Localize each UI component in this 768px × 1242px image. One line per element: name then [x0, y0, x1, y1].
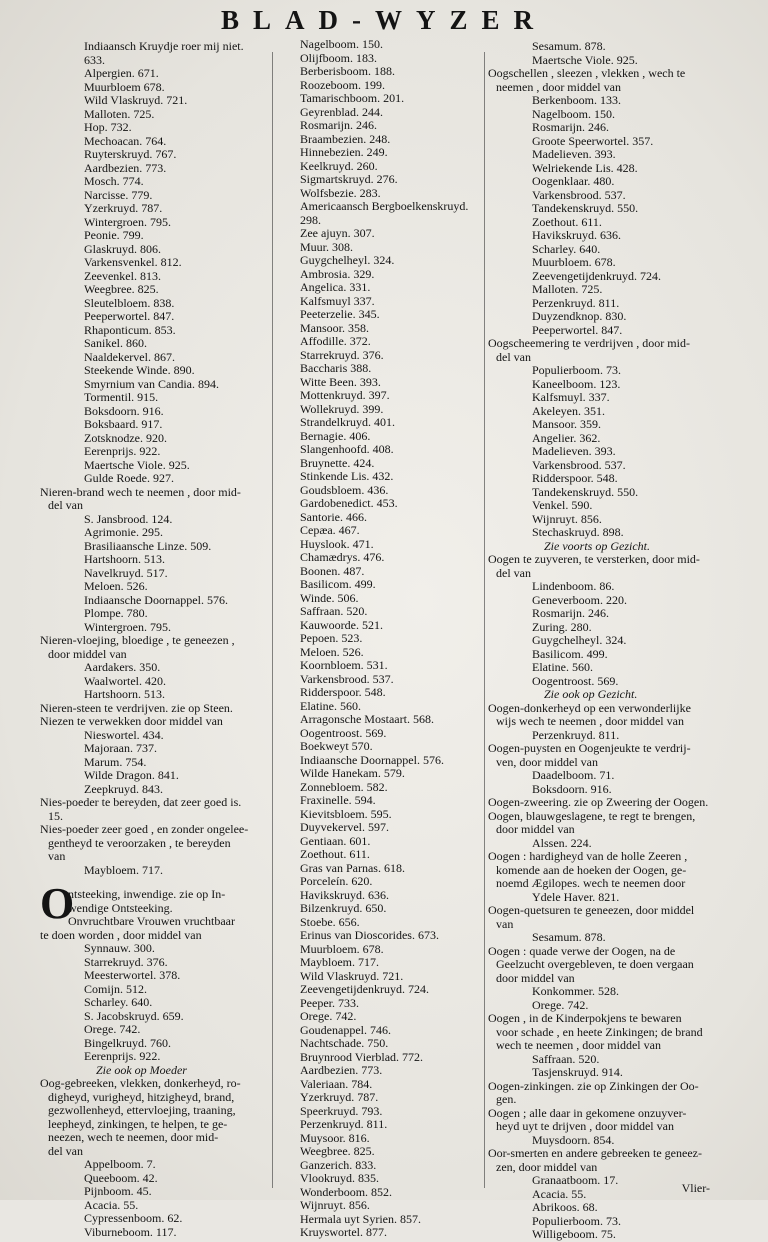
index-line: Bilzenkruyd. 650. [300, 901, 387, 915]
index-line: Oogen, blauwgeslagene, te regt te brengen, [488, 808, 696, 823]
index-line: Americaansch Bergboelkenskruyd. [300, 199, 469, 213]
index-line: Peeperwortel. 847. [84, 309, 175, 323]
index-line: Bruynrood Vierblad. 772. [300, 1049, 424, 1064]
index-line: Peeperwortel. 847. [532, 322, 623, 337]
index-line: Witte Been. 393. [300, 374, 381, 389]
index-line: Narcisse. 779. [84, 187, 153, 202]
index-line: Alssen. 224. [532, 835, 592, 850]
index-line: Boksdoorn. 916. [532, 781, 612, 796]
index-line: Pijnboom. 45. [84, 1184, 152, 1198]
index-line: Mottenkruyd. 397. [300, 388, 390, 402]
index-line: Smyrnium van Candia. 894. [84, 376, 219, 391]
index-line: Daadelboom. 71. [532, 768, 615, 782]
index-line: Madelieven. 393. [532, 444, 616, 458]
index-line: Oogen-puysten en Oogenjeukte te verdrij- [488, 741, 691, 755]
index-line: Alpergien. 671. [84, 66, 159, 80]
index-line: Peeper. 733. [300, 995, 359, 1010]
index-line: Zeepkruyd. 843. [84, 781, 163, 796]
index-line: Oor-smerten en andere gebreeken te geneez- [488, 1146, 702, 1160]
index-line: Kievitsbloem. 595. [300, 806, 392, 821]
index-line: Maybloem. 717. [84, 862, 163, 877]
index-line: Tormentil. 915. [84, 390, 159, 404]
index-line: Zoethout. 611. [532, 214, 602, 229]
index-line: Wild Vlaskruyd. 721. [84, 93, 188, 107]
index-line: Rhaponticum. 853. [84, 322, 176, 337]
index-line: Valeriaan. 784. [300, 1076, 373, 1091]
index-line: Viburneboom. 117. [84, 1224, 177, 1239]
index-line: Oog-gebreeken, vlekken, donkerheyd, ro- [40, 1076, 241, 1090]
index-line: Plompe. 780. [84, 606, 148, 620]
index-line: Orege. 742. [300, 1009, 357, 1023]
column-1-section-o [40, 879, 268, 1239]
index-line: Aardakers. 350. [84, 660, 161, 674]
index-line: Porceleín. 620. [300, 874, 373, 888]
index-line: Groote Speerwortel. 357. [532, 133, 654, 148]
index-line: van [48, 849, 66, 863]
index-line: Huyslook. 471. [300, 536, 374, 551]
index-line: Lindenboom. 86. [532, 579, 615, 593]
index-line: Eerenprijs. 922. [84, 444, 161, 458]
index-line: Oogentroost. 569. [300, 725, 387, 740]
index-line: wijs wech te neemen , door middel van [496, 714, 684, 728]
index-line: Winde. 506. [300, 590, 359, 605]
index-line: Gardobenedict. 453. [300, 496, 398, 510]
index-line: Meloen. 526. [300, 644, 364, 659]
index-line: Granaatboom. 17. [532, 1173, 619, 1187]
index-line: Ambrosia. 329. [300, 266, 375, 281]
index-line: Arragonsche Mostaart. 568. [300, 712, 434, 726]
index-line: Vlookruyd. 835. [300, 1171, 379, 1185]
index-line: Indiaansch Kruydje roer mij niet. [84, 39, 244, 53]
index-line: Duyvekervel. 597. [300, 820, 389, 834]
index-line: del van [48, 1143, 83, 1158]
index-line: Muurbloem 678. [84, 79, 165, 94]
index-line: Ridderspoor. 548. [532, 471, 618, 485]
index-line: Maertsche Viole. 925. [84, 457, 190, 472]
index-line: Oogen te zuyveren, te versterken, door mid- [488, 552, 700, 566]
index-line: Hinnebezien. 249. [300, 145, 388, 159]
index-line: Zee ajuyn. 307. [300, 226, 375, 240]
index-line: Scharley. 640. [84, 995, 153, 1009]
index-line: Geyrenblad. 244. [300, 104, 383, 119]
index-line: Stoebe. 656. [300, 914, 360, 929]
index-line: Wild Vlaskruyd. 721. [300, 968, 404, 983]
index-line: Muurbloem. 678. [532, 255, 616, 269]
index-line: Geelzucht overgebleven, te doen vergaan [496, 957, 694, 971]
index-line: Marum. 754. [84, 754, 147, 769]
index-line: Berkenboom. 133. [532, 93, 621, 107]
index-line: neezen, wech te neemen, door mid- [48, 1130, 219, 1144]
index-line: Varkensbrood. 537. [532, 187, 626, 202]
column-rule-right [484, 52, 485, 1188]
index-line: Wolfsbezie. 283. [300, 185, 381, 200]
index-line: ven, door middel van [496, 754, 598, 769]
index-line: Malloten. 725. [532, 282, 603, 296]
index-line: Zie voorts op Gezicht. [544, 538, 650, 553]
index-line: del van [496, 349, 531, 364]
index-line: Nies-poeder zeer goed , en zonder ongelee- [40, 822, 249, 836]
index-line: Oogen : quade verwe der Oogen, na de [488, 943, 676, 958]
index-line: Nachtschade. 750. [300, 1036, 389, 1050]
index-line: Nieren-brand wech te neemen , door mid- [40, 484, 241, 499]
index-line: Zeevengetijdenkruyd. 724. [300, 982, 429, 996]
index-line: del van [48, 498, 83, 512]
index-line: Nagelboom. 150. [532, 106, 615, 121]
index-line: Oogenklaar. 480. [532, 174, 615, 188]
index-line: Nagelboom. 150. [300, 37, 383, 51]
index-line: Acacia. 55. [84, 1197, 139, 1212]
index-line: Mansoor. 358. [300, 320, 369, 335]
index-line: zen, door middel van [496, 1159, 598, 1174]
index-line: Oogen-zinkingen. zie op Zinkingen der Oo- [488, 1078, 699, 1093]
index-line: Steekende Winde. 890. [84, 363, 195, 377]
index-line: Starrekruyd. 376. [300, 347, 384, 362]
index-line: Bingelkruyd. 760. [84, 1035, 171, 1050]
index-line: Venkel. 590. [532, 498, 593, 512]
index-line: komende aan de hoeken der Oogen, ge- [496, 862, 687, 877]
index-line: Hermala uyt Syrien. 857. [300, 1211, 421, 1226]
catchword: Vlier- [681, 1181, 710, 1195]
index-line: Indiaansche Doornappel. 576. [300, 752, 444, 767]
index-line: Rosmarijn. 246. [300, 118, 377, 132]
index-line: Berberisboom. 188. [300, 64, 395, 78]
index-line: Eerenprijs. 922. [84, 1049, 161, 1063]
index-line: Roozeboom. 199. [300, 77, 385, 92]
index-line: Speerkruyd. 793. [300, 1103, 383, 1118]
index-line: Weegbree. 825. [84, 282, 159, 296]
index-line: Chamædrys. 476. [300, 550, 385, 564]
index-line: Tandekenskruyd. 550. [532, 201, 639, 215]
index-line: 633. [84, 52, 105, 67]
index-line: Starrekruyd. 376. [84, 954, 168, 969]
index-line: Angelier. 362. [532, 430, 601, 445]
index-line: Perzenkruyd. 811. [532, 295, 620, 310]
index-line: Duyzendknop. 830. [532, 309, 627, 323]
index-line: door middel van [496, 822, 575, 836]
index-line: Willigeboom. 75. [532, 1227, 616, 1241]
index-line: Stechaskruyd. 898. [532, 525, 624, 539]
index-line: Meloen. 526. [84, 579, 148, 593]
index-line: Naaldekervel. 867. [84, 349, 175, 364]
index-line: heyd uyt te drijven , door middel van [496, 1119, 674, 1133]
index-line: gentheyd te veroorzaken , te bereyden [48, 835, 231, 850]
index-line: Geneverboom. 220. [532, 592, 627, 607]
index-line: Zotsknodze. 920. [84, 430, 167, 445]
index-line: Bernagie. 406. [300, 428, 371, 443]
index-line: Oogschellen , sleezen , vlekken , wech te [488, 66, 686, 80]
index-line: Wintergroen. 795. [84, 214, 171, 229]
index-line: Acacia. 55. [532, 1186, 587, 1201]
index-line: Sesamum. 878. [532, 930, 606, 944]
index-line: Kruyswortel. 877. [300, 1225, 387, 1239]
index-line: Oogentroost. 569. [532, 673, 619, 688]
index-line: Oogen-zweering. zie op Zweering der Oogen. [488, 795, 709, 809]
index-line: Kalfsmuyl 337. [300, 293, 375, 308]
column-1-entries [40, 40, 268, 877]
index-column-3 [488, 40, 720, 1242]
index-line: Nies-poeder te bereyden, dat zeer goed is. [40, 795, 242, 809]
index-line: Populierboom. 73. [532, 1213, 621, 1228]
index-line: Erinus van Dioscorides. 673. [300, 928, 439, 942]
index-line: door middel van [48, 646, 127, 661]
index-line: Zonnebloem. 582. [300, 779, 388, 794]
index-line: Cypressenboom. 62. [84, 1211, 183, 1225]
index-line: Zuring. 280. [532, 619, 592, 634]
index-line: Boonen. 487. [300, 563, 365, 578]
index-line: Wijnruyt. 856. [300, 1198, 370, 1212]
index-line: Basilicom. 499. [300, 577, 376, 591]
index-line: Ydele Haver. 821. [532, 889, 620, 904]
index-line: Oogscheemering te verdrijven , door mid- [488, 336, 690, 350]
index-line: Aardbezien. 773. [300, 1063, 383, 1077]
index-line: S. Jacobskruyd. 659. [84, 1008, 184, 1023]
index-line: Muysdoorn. 854. [532, 1132, 615, 1147]
index-line: Navelkruyd. 517. [84, 565, 168, 580]
index-line: Sanikel. 860. [84, 336, 147, 350]
index-line: 15. [48, 808, 63, 823]
index-line: Appelboom. 7. [84, 1157, 156, 1171]
drop-cap: O [40, 879, 75, 928]
index-line: Oogen-quetsuren te geneezen, door middel [488, 903, 695, 917]
index-line: 298. [300, 212, 321, 227]
index-line: Saffraan. 520. [300, 604, 368, 618]
index-line: Havikskruyd. 636. [532, 228, 621, 242]
index-line: Mansoor. 359. [532, 417, 601, 431]
index-line: Mechoacan. 764. [84, 133, 167, 148]
index-column-2 [300, 38, 478, 1240]
index-line: Boekweyt 570. [300, 739, 373, 753]
index-line: Stinkende Lis. 432. [300, 469, 394, 483]
index-line: Wilde Hanekam. 579. [300, 766, 405, 780]
index-line: Konkommer. 528. [532, 984, 619, 998]
index-line: Kauwoorde. 521. [300, 617, 383, 632]
index-line: gezwollenheyd, ettervloejing, traaning, [48, 1103, 236, 1117]
index-line: Nieren-steen te verdrijven. zie op Steen. [40, 700, 233, 715]
index-line: Koornbloem. 531. [300, 658, 388, 672]
index-line: Akeleyen. 351. [532, 403, 605, 418]
index-line: Maybloem. 717. [300, 955, 379, 969]
index-line: digheyd, vurigheyd, hitzigheyd, brand, [48, 1089, 235, 1104]
index-line: Perzenkruyd. 811. [300, 1117, 388, 1131]
index-line: Queeboom. 42. [84, 1170, 158, 1185]
index-line: Varkensbrood. 537. [300, 671, 394, 686]
index-line: Yzerkruyd. 787. [300, 1090, 379, 1104]
index-line: Majoraan. 737. [84, 741, 157, 755]
index-line: Nieren-vloejing, bloedige , te geneezen , [40, 633, 235, 647]
index-line: voor schade , en heete Zinkingen; de brand [496, 1024, 703, 1039]
index-line: Cepæa. 467. [300, 523, 360, 537]
index-line: Malloten. 725. [84, 106, 155, 121]
column-rule-left [272, 52, 273, 1188]
index-line: Basilicom. 499. [532, 646, 608, 661]
index-line: Wonderboom. 852. [300, 1184, 393, 1199]
index-line: S. Jansbrood. 124. [84, 511, 173, 526]
index-line: Synnauw. 300. [84, 941, 155, 955]
index-line: Weegbree. 825. [300, 1144, 375, 1158]
index-line: leepheyd, zinkingen, te helpen, te ge- [48, 1116, 228, 1131]
index-line: Comijn. 512. [84, 981, 148, 996]
index-line: Yzerkruyd. 787. [84, 201, 163, 215]
index-line: wendige Ontsteeking. [68, 900, 173, 915]
index-line: Aardbezien. 773. [84, 160, 167, 175]
index-line: Oogen : hardigheyd van de holle Zeeren , [488, 849, 688, 863]
index-line: Onvruchtbare Vrouwen vruchtbaar [68, 914, 235, 928]
index-line: Boksdoorn. 916. [84, 403, 164, 418]
index-line: Muur. 308. [300, 239, 354, 254]
index-line: Wilde Dragon. 841. [84, 768, 179, 782]
index-line: Meesterwortel. 378. [84, 968, 181, 982]
index-line: Angelica. 331. [300, 280, 371, 294]
index-line: Goudsbloem. 436. [300, 482, 389, 497]
index-line: Elatine. 560. [300, 698, 361, 713]
index-line: Zeevenkel. 813. [84, 268, 161, 283]
index-line: noemd Ægilopes. wech te neemen door [496, 876, 686, 890]
index-line: Ganzerich. 833. [300, 1157, 377, 1172]
index-line: Elatine. 560. [532, 660, 593, 674]
index-line: Oogen ; alle daar in gekomene onzuyver- [488, 1105, 687, 1120]
index-line: Kalfsmuyl. 337. [532, 390, 610, 404]
index-line: Hartshoorn. 513. [84, 552, 165, 566]
index-line: Gras van Parnas. 618. [300, 860, 405, 875]
index-line: Varkensvenkel. 812. [84, 255, 182, 269]
index-line: Abrikoos. 68. [532, 1200, 598, 1214]
index-line: Peeterzelie. 345. [300, 307, 380, 321]
index-line: del van [496, 565, 531, 580]
index-line: Kaneelboom. 123. [532, 376, 621, 391]
index-line: Zie ook op Moeder [96, 1062, 187, 1077]
index-line: Indiaansche Doornappel. 576. [84, 592, 228, 607]
index-line: Guygchelheyl. 324. [532, 633, 627, 647]
index-line: Wollekruyd. 399. [300, 401, 384, 416]
index-line: Hop. 732. [84, 120, 132, 134]
index-line: Glaskruyd. 806. [84, 241, 161, 256]
index-line: Zoethout. 611. [300, 847, 370, 861]
page-header: BLAD-WYZER [220, 5, 548, 35]
index-line: Santorie. 466. [300, 509, 367, 524]
index-line: Havikskruyd. 636. [300, 887, 389, 902]
index-line: Saffraan. 520. [532, 1051, 600, 1066]
index-line: gen. [496, 1092, 517, 1106]
index-line: Mosch. 774. [84, 174, 144, 188]
index-line: Tasjenskruyd. 914. [532, 1065, 623, 1079]
index-line: ntsteeking, inwendige. zie op In- [68, 887, 226, 901]
index-line: Sigmartskruyd. 276. [300, 172, 398, 186]
index-line: door middel van [496, 970, 575, 985]
index-line: Nieswortel. 434. [84, 727, 164, 742]
index-line: Maertsche Viole. 925. [532, 52, 638, 67]
index-line: Perzenkruyd. 811. [532, 727, 620, 742]
index-line: Populierboom. 73. [532, 363, 621, 377]
index-line: Slangenhoofd. 408. [300, 442, 394, 456]
index-line: wech te neemen , door middel van [496, 1038, 661, 1052]
index-line: Rosmarijn. 246. [532, 606, 609, 620]
index-line: Waalwortel. 420. [84, 673, 167, 688]
index-line: Rosmarijn. 246. [532, 120, 609, 134]
index-line: Orege. 742. [84, 1022, 141, 1036]
index-line: Guygchelheyl. 324. [300, 253, 395, 267]
index-line: Niezen te verwekken door middel van [40, 714, 223, 728]
index-line: Goudenappel. 746. [300, 1022, 391, 1037]
index-line: Welriekende Lis. 428. [532, 160, 638, 175]
index-line: Oogen , in de Kinderpokjens te bewaren [488, 1011, 682, 1025]
index-line: Pepoen. 523. [300, 631, 363, 645]
index-line: Ridderspoor. 548. [300, 685, 386, 699]
index-line: Braambezien. 248. [300, 131, 391, 146]
index-line: Zie ook op Gezicht. [544, 687, 638, 701]
index-line: Brasiliaansche Linze. 509. [84, 538, 212, 553]
index-line: Gulde Roede. 927. [84, 471, 174, 485]
index-line: Baccharis 388. [300, 361, 372, 375]
index-line: Olijfboom. 183. [300, 50, 377, 65]
index-line: te doen worden , door middel van [40, 927, 202, 942]
index-column-1 [40, 40, 268, 1239]
index-line: Fraxinelle. 594. [300, 793, 376, 807]
index-line: Peonie. 799. [84, 228, 144, 242]
index-line: neemen , door middel van [496, 79, 621, 94]
index-line: Gentiaan. 601. [300, 833, 371, 848]
index-line: Strandelkruyd. 401. [300, 415, 395, 429]
index-line: Tandekenskruyd. 550. [532, 484, 639, 499]
index-line: Varkensbrood. 537. [532, 457, 626, 472]
index-line: Wijnruyt. 856. [532, 511, 602, 526]
index-line: Hartshoorn. 513. [84, 687, 165, 701]
index-line: Tamarischboom. 201. [300, 91, 405, 105]
index-line: Zeevengetijdenkruyd. 724. [532, 268, 661, 283]
index-line: Keelkruyd. 260. [300, 158, 378, 173]
index-line: Madelieven. 393. [532, 147, 616, 161]
index-line: Orege. 742. [532, 997, 589, 1012]
index-line: Agrimonie. 295. [84, 525, 163, 539]
index-line: Wintergroen. 795. [84, 619, 171, 634]
index-line: Muysoor. 816. [300, 1130, 370, 1145]
index-line: Muurbloem. 678. [300, 941, 384, 956]
index-line: Scharley. 640. [532, 241, 601, 256]
index-line: Affodille. 372. [300, 334, 371, 348]
index-line: Bruynette. 424. [300, 455, 375, 470]
index-line: Ruyterskruyd. 767. [84, 147, 177, 161]
index-line: van [496, 916, 514, 931]
index-line: Oogen-donkerheyd op een verwonderlijke [488, 700, 691, 715]
index-line: Sleutelbloem. 838. [84, 295, 175, 310]
index-line: Boksbaard. 917. [84, 417, 163, 431]
index-line: Sesamum. 878. [532, 39, 606, 53]
